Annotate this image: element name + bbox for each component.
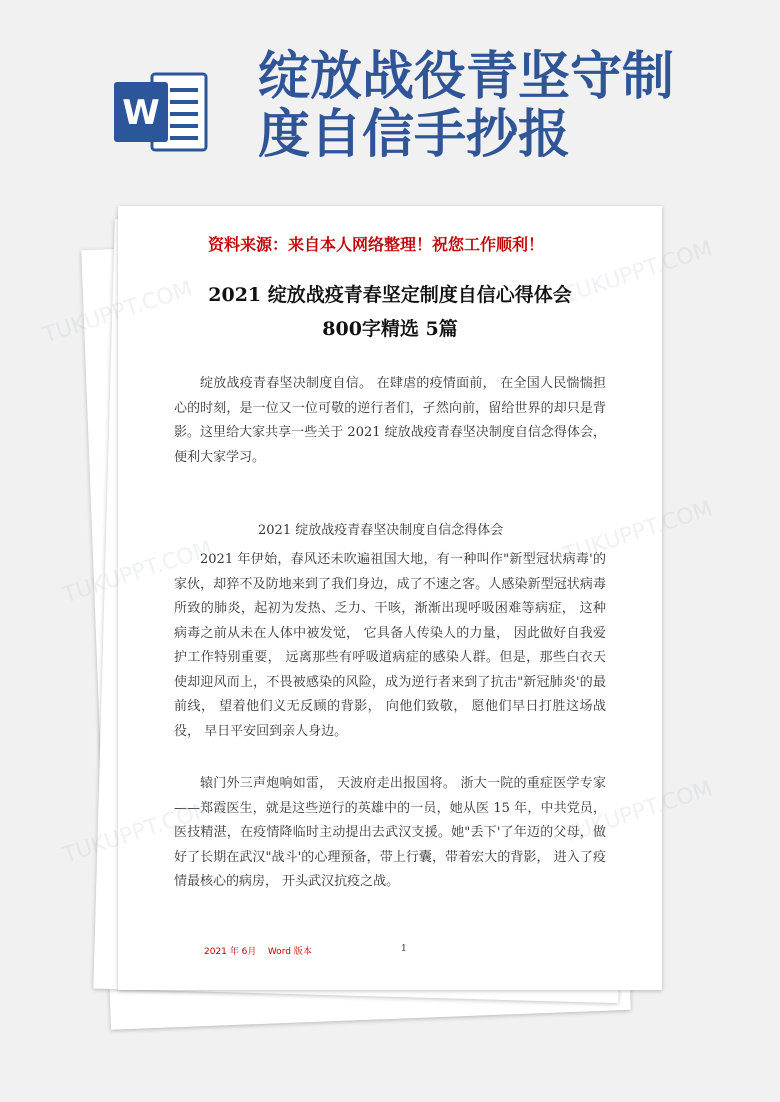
section-subheading: 2021 绽放战疫青春坚决制度自信念得体会 [258,523,504,538]
footer-version: Word 版本 [267,947,312,957]
page-title-line2: 度自信手抄报 [258,105,571,165]
page-title-line1: 绽放战役青坚守制 [258,47,675,107]
body-paragraph: 辕门外三声炮响如雷， 天波府走出报国将。 浙大一院的重症医学专家 ——郑霞医生，就是这些逆行的英雄中的一员，她从医 15 年，中共党员，医技精湛，在疫情降临时主动提出去武汉支援。她"丢下'了年迈的父母，做好了长期在武汉"战斗'的心理预备，带上行囊，带着宏大的背影， 进入了疫情最核心的病房， 开头武汉抗疫之战。 [174,776,606,889]
document-title-line2: 800字精选 5篇 [322,318,458,340]
document-title-line1: 2021 绽放战疫青春坚定制度自信心得体会 [208,284,572,306]
page-number: 1 [401,944,407,954]
intro-paragraph: 绽放战疫青春坚决制度自信。 在肆虐的疫情面前， 在全国人民惴惴担心的时刻，是一位又一位可敬的逆行者们，孑然向前，留给世界的却只是背影。这里给大家共享一些关于 2021 绽放战疫青春坚决制度自信念得体会，便利大家学习。 [174,376,606,465]
document-page [118,206,662,990]
footer-info [204,944,312,957]
word-logo-letter: W [122,93,160,133]
document-title [148,278,632,346]
source-note: 资料来源：来自本人网络整理！祝您工作顺利！ [208,235,545,254]
footer-date: 2021 年 6月 [204,947,257,957]
header-banner [0,0,780,200]
body-paragraph: 2021 年伊始，春风还未吹遍祖国大地，有一种叫作"新型冠状病毒'的家伙，却猝不及防地来到了我们身边，成了不速之客。人感染新型冠状病毒所致的肺炎，起初为发热、乏力、干咳，渐渐出现呼吸困难等病症， 这种病毒之前从未在人体中被发觉， 它具备人传染人的力量， 因此做好自我爱护工作特别重要， 远离那些有呼吸道病症的感染人群。但是，那些白衣天使却迎风而上，不畏被感染的风险，成为逆行者来到了抗击"新冠肺炎'的最前线， 望着他们义无反顾的背影， 向他们致敬， 愿他们早日打胜这场战役， 早日平安回到亲人身边。 [174,552,606,739]
word-document-icon [112,68,210,156]
page-title [258,48,758,164]
